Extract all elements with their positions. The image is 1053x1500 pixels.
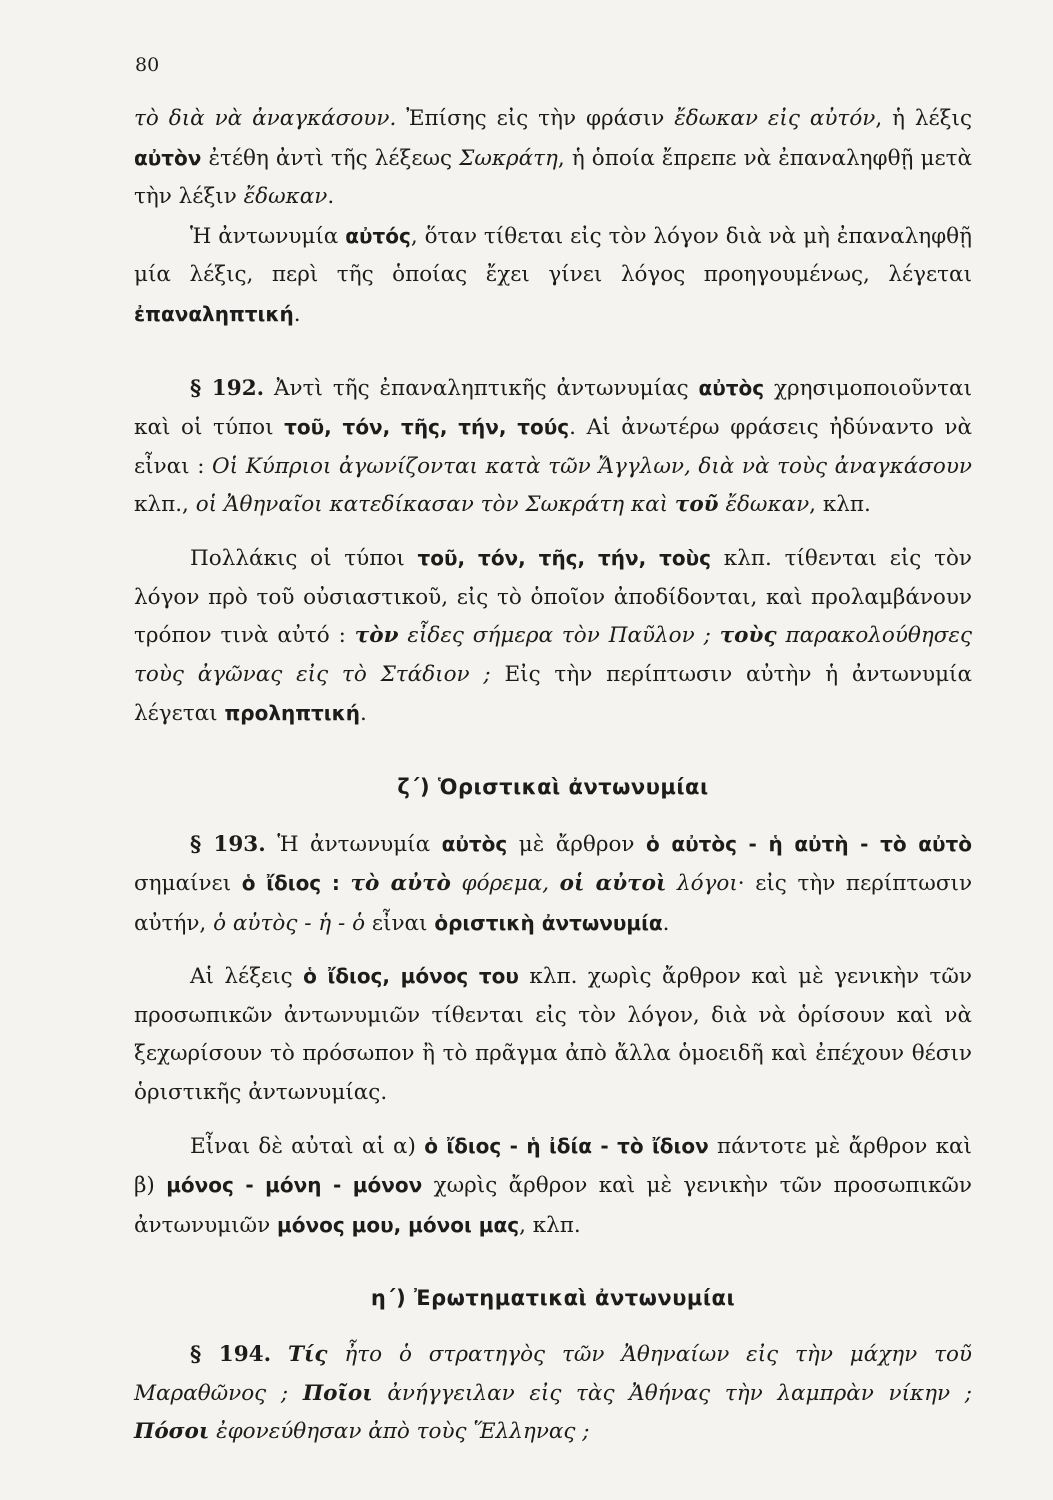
paragraph-194: § 194. Τίς ἦτο ὁ στρατηγὸς τῶν Ἀθηναίων εἰς τὴν μάχην τοῦ Μαραθῶνος ; Ποῖοι ἀνήγγειλαν εἰς τὰς Ἀθήνας τὴν λαμπρὰν νίκην ; Πόσοι ἐφονεύθησαν ἀπὸ τοὺς Ἕλληνας ;	[134, 1342, 972, 1445]
paragraph-monos: Εἶναι δὲ αὐταὶ αἱ α) ὁ ἴδιος - ἡ ἰδία - τὸ ἴδιον πάντοτε μὲ ἄρθρον καὶ β) μόνος - μόνη - μόνον χωρὶς ἄρθρον καὶ μὲ γενικὴν τῶν προσωπικῶν ἀντωνυμιῶν μόνος μου, μόνοι μας, κλπ.	[134, 1133, 973, 1238]
section-heading-definitive: ζ΄) Ὁριστικαὶ ἀντωνυμίαι	[397, 774, 709, 799]
page-number: 80	[135, 54, 160, 76]
paragraph-prolepsis: Πολλάκις οἱ τύποι τοῦ, τόν, τῆς, τήν, τοὺς κλπ. τίθενται εἰς τὸν λόγον πρὸ τοῦ οὐσιαστικοῦ, εἰς τὸ ὁποῖον ἀποδίδονται, καὶ προλαμβάνουν τρόπον τινὰ αὐτό : τὸν εἶδες σήμερα τὸν Παῦλον ; τοὺς παρακολούθησες τοὺς ἀγῶνας εἰς τὸ Στάδιον ; Εἰς τὴν περίπτωσιν αὐτὴν ἡ ἀντωνυμία λέγεται προληπτική.	[134, 545, 973, 727]
section-heading-interrogative: η΄) Ἐρωτηματικαὶ ἀντωνυμίαι	[370, 1286, 736, 1311]
paragraph-1: τὸ διὰ νὰ ἀναγκάσουν. Ἐπίσης εἰς τὴν φράσιν ἔδωκαν εἰς αὐτόν, ἡ λέξις αὐτὸν ἐτέθη ἀντὶ τῆς λέξεως Σωκράτη, ἡ ὁποία ἔπρεπε νὰ ἐπαναληφθῇ μετὰ τὴν λέξιν ἔδωκαν.	[134, 106, 972, 210]
paragraph-idios: Αἱ λέξεις ὁ ἴδιος, μόνος του κλπ. χωρὶς ἄρθρον καὶ μὲ γενικὴν τῶν προσωπικῶν ἀντωνυμιῶν τίθενται εἰς τὸν λόγον, διὰ νὰ ὁρίσουν καὶ νὰ ξεχωρίσουν τὸ πρόσωπον ἢ τὸ πρᾶγμα ἀπὸ ἄλλα ὁμοειδῆ καὶ ἐπέχουν θέσιν ὁριστικῆς ἀντωνυμίας.	[134, 964, 972, 1106]
paragraph-193: § 193. Ἡ ἀντωνυμία αὐτὸς μὲ ἄρθρον ὁ αὐτὸς - ἡ αὐτὴ - τὸ αὐτὸ σημαίνει ὁ ἴδιος : τὸ αὐτὸ φόρεμα, οἱ αὐτοὶ λόγοι· εἰς τὴν περίπτωσιν αὐτήν, ὁ αὐτὸς - ἡ - ὁ εἶναι ὁριστικὴ ἀντωνυμία.	[134, 831, 973, 936]
paragraph-2: Ἡ ἀντωνυμία αὐτός, ὅταν τίθεται εἰς τὸν λόγον διὰ νὰ μὴ ἐπαναληφθῇ μία λέξις, περὶ τῆς ὁποίας ἔχει γίνει λόγος προηγουμένως, λέγεται ἐπαναληπτική.	[134, 223, 972, 327]
paragraph-192: § 192. Ἀντὶ τῆς ἐπαναληπτικῆς ἀντωνυμίας αὐτὸς χρησιμοποιοῦνται καὶ οἱ τύποι τοῦ, τόν, τῆς, τήν, τούς. Αἱ ἀνωτέρω φράσεις ἠδύναντο νὰ εἶναι : Οἱ Κύπριοι ἀγωνίζονται κατὰ τῶν Ἄγγλων, διὰ νὰ τοὺς ἀναγκάσουν κλπ., οἱ Ἀθηναῖοι κατεδίκασαν τὸν Σωκράτη καὶ τοῦ ἔδωκαν, κλπ.	[134, 375, 973, 518]
page-body	[134, 100, 972, 1452]
